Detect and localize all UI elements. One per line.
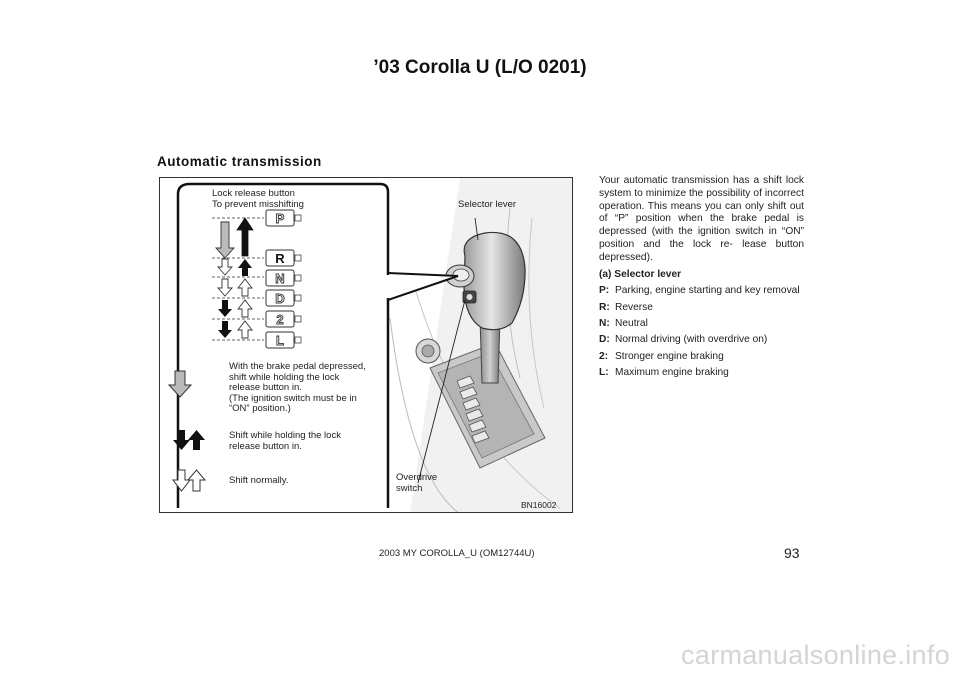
list-item <box>599 334 804 347</box>
item-value: Normal driving (with overdrive on) <box>615 334 768 346</box>
legend-normal-text: Shift normally. <box>229 475 289 486</box>
arrow-brake-p-to-r <box>216 222 234 258</box>
item-key: L: <box>599 366 609 378</box>
list-item <box>599 302 804 315</box>
page-number: 93 <box>784 545 800 561</box>
list-item <box>599 367 804 380</box>
list-item <box>599 351 804 364</box>
arrow-normal-n-to-d <box>218 279 232 296</box>
position-letter-r: R <box>275 251 285 266</box>
item-value: Stronger engine braking <box>615 350 724 362</box>
arrow-normal-l-to-2 <box>238 321 252 338</box>
legend-brake-text: With the brake pedal depressed, shift while holding the lock release button in. (The ignition switch must be in “ON” position.) <box>229 361 366 414</box>
item-key: R: <box>599 301 610 313</box>
item-key: 2: <box>599 350 609 362</box>
item-value: Neutral <box>615 317 648 329</box>
legend-brake-arrow-icon <box>169 371 191 397</box>
position-letter-d: D <box>275 291 285 306</box>
arrow-normal-2-to-d <box>238 300 252 317</box>
shift-diagram-illustration <box>160 178 573 513</box>
arrow-lock-n-to-r <box>238 259 252 276</box>
position-letter-2: 2 <box>276 312 284 327</box>
item-key: N: <box>599 317 610 329</box>
arrow-normal-r-to-n <box>218 259 232 275</box>
overdrive-switch-label: Overdrive switch <box>396 472 438 494</box>
intro-paragraph: Your automatic transmission has a shift lock system to minimize the possibility of incorrect operation. This means you can only shift out of “P” position when the brake pedal is depressed (with the ignition switch in “ON” position and the lock re- lease button depressed). <box>599 175 804 263</box>
item-value: Parking, engine starting and key removal <box>615 285 800 297</box>
body-text-column <box>599 175 804 383</box>
footer-model-text: 2003 MY COROLLA_U (OM12744U) <box>379 548 535 559</box>
item-key: D: <box>599 334 610 346</box>
page-header-title: ’03 Corolla U (L/O 0201) <box>373 57 587 78</box>
selector-lever-label: Selector lever <box>458 199 517 210</box>
shift-diagram-figure <box>159 177 573 513</box>
selector-lever-subheading: (a) Selector lever <box>599 268 682 280</box>
item-value: Maximum engine braking <box>615 366 729 378</box>
position-letter-n: N <box>275 271 285 286</box>
arrow-lock-d-to-2 <box>218 300 232 317</box>
lock-release-label: Lock release button To prevent misshifting <box>212 188 304 210</box>
list-item <box>599 285 804 298</box>
watermark-link[interactable]: carmanualsonline.info <box>681 640 950 670</box>
figure-code: BN16002 <box>521 500 557 510</box>
position-guide-lines <box>212 218 264 340</box>
position-letter-l: L <box>276 333 284 348</box>
position-letter-p: P <box>275 211 285 226</box>
arrow-normal-d-to-n <box>238 279 252 296</box>
list-item <box>599 318 804 331</box>
arrow-lock-r-to-p <box>237 218 253 256</box>
legend-lock-text: Shift while holding the lock release button in. <box>229 430 341 452</box>
section-title: Automatic transmission <box>157 154 322 169</box>
arrow-lock-2-to-l <box>218 321 232 338</box>
item-key: P: <box>599 285 610 297</box>
item-value: Reverse <box>615 301 653 313</box>
